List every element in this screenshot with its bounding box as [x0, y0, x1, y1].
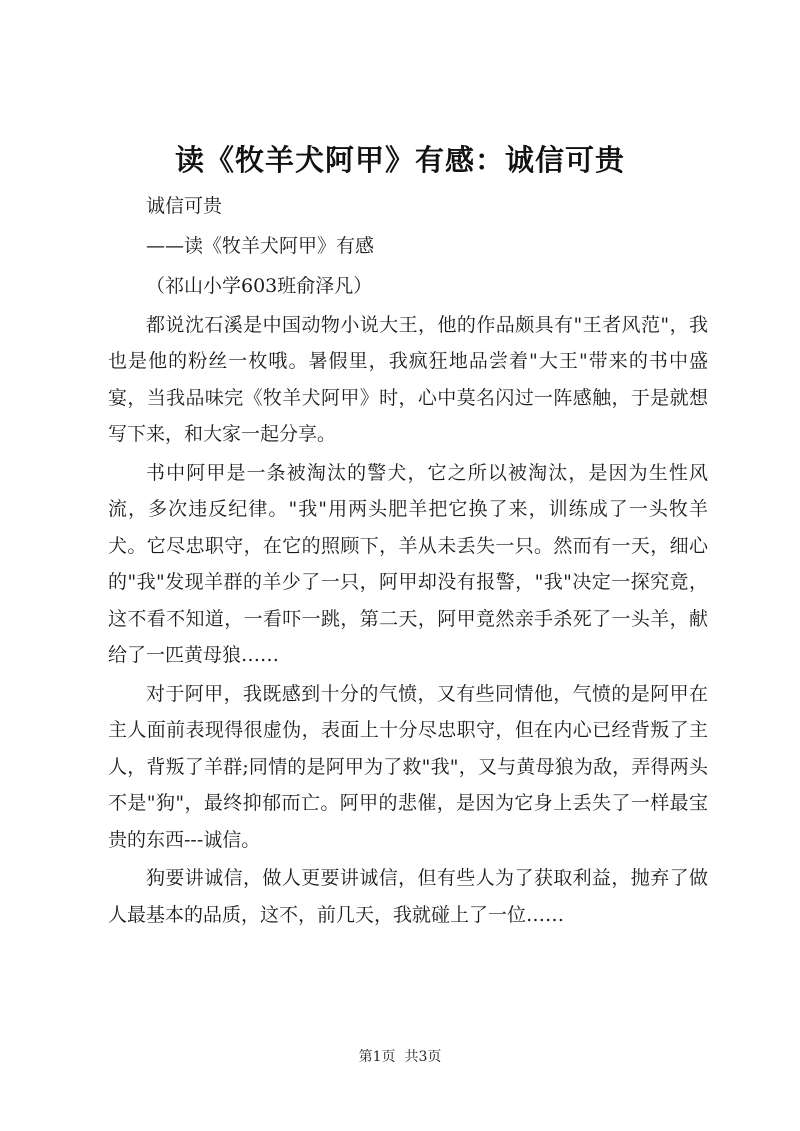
paragraph-1: 都说沈石溪是中国动物小说大王，他的作品颇具有"王者风范"，我也是他的粉丝一枚哦。暑假里，我疯狂地品尝着"大王"带来的书中盛宴，当我品味完《牧羊犬阿甲》时，心中莫名闪过一阵感触，于是就想写下来，和大家一起分享。 [108, 313, 708, 445]
page-footer [0, 1046, 800, 1066]
document-body [108, 188, 708, 933]
subtitle-secondary: ——读《牧羊犬阿甲》有感 [146, 235, 375, 257]
subtitle: 诚信可贵 [146, 195, 223, 217]
paragraph-4: 狗要讲诚信，做人更要讲诚信，但有些人为了获取利益，抛弃了做人最基本的品质，这不，前几天，我就碰上了一位…… [108, 867, 708, 926]
paragraph-2: 书中阿甲是一条被淘汰的警犬，它之所以被淘汰，是因为生性风流，多次违反纪律。"我"用两头肥羊把它换了来，训练成了一头牧羊犬。它尽忠职守，在它的照顾下，羊从未丢失一只。然而有一天，细心的"我"发现羊群的羊少了一只，阿甲却没有报警，"我"决定一探究竟，这不看不知道，一看吓一跳，第二天，阿甲竟然亲手杀死了一头羊，献给了一匹黄母狼…… [108, 461, 708, 666]
page-title: 读《牧羊犬阿甲》有感：诚信可贵 [174, 143, 625, 177]
author-byline: （祁山小学603班俞泽凡） [146, 275, 373, 297]
page-number: 第1页 共3页 [358, 1049, 442, 1065]
paragraph-3: 对于阿甲，我既感到十分的气愤，又有些同情他，气愤的是阿甲在主人面前表现得很虚伪，表面上十分尽忠职守，但在内心已经背叛了主人，背叛了羊群;同情的是阿甲为了救"我"，又与黄母狼为敌，弄得两头不是"狗"，最终抑郁而亡。阿甲的悲催，是因为它身上丢失了一样最宝贵的东西---诚信。 [108, 682, 708, 851]
